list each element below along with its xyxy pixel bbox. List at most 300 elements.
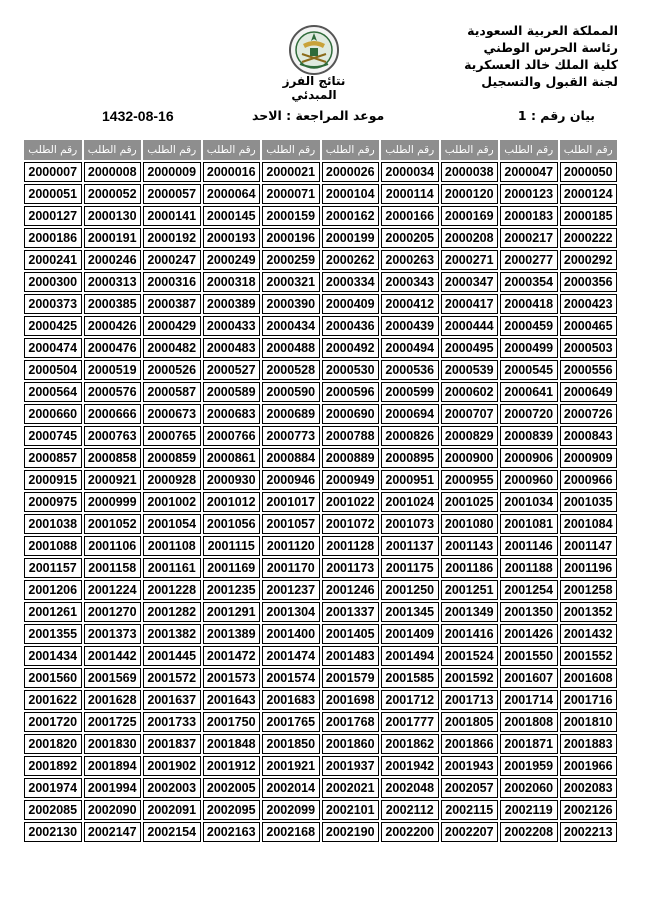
application-number-cell: 2000249	[203, 250, 261, 270]
application-number-cell: 2000021	[262, 162, 320, 182]
application-number-cell: 2001012	[203, 492, 261, 512]
application-number-cell: 2000909	[560, 448, 618, 468]
application-number-cell: 2001057	[262, 514, 320, 534]
column-header: رقم الطلب	[560, 140, 618, 160]
table-row	[24, 580, 617, 600]
application-number-cell: 2001573	[203, 668, 261, 688]
application-number-cell: 2001054	[143, 514, 201, 534]
application-number-cell: 2002005	[203, 778, 261, 798]
application-number-cell: 2000387	[143, 294, 201, 314]
application-number-cell: 2002083	[560, 778, 618, 798]
column-header: رقم الطلب	[203, 140, 261, 160]
application-number-cell: 2000064	[203, 184, 261, 204]
header-line-presidency: رئاسة الحرس الوطني	[483, 40, 618, 55]
application-number-cell: 2000145	[203, 206, 261, 226]
application-number-cell: 2001765	[262, 712, 320, 732]
application-number-cell: 2001698	[322, 690, 380, 710]
application-number-cell: 2000955	[441, 470, 499, 490]
application-number-cell: 2000192	[143, 228, 201, 248]
application-number-cell: 2001810	[560, 712, 618, 732]
application-number-cell: 2001073	[381, 514, 439, 534]
document-date: 1432-08-16	[102, 108, 174, 124]
application-number-cell: 2001714	[500, 690, 558, 710]
application-number-cell: 2000556	[560, 360, 618, 380]
application-number-cell: 2001035	[560, 492, 618, 512]
application-number-cell: 2000123	[500, 184, 558, 204]
application-number-cell: 2001261	[24, 602, 82, 622]
application-number-cell: 2000519	[84, 360, 142, 380]
statement-number: بيان رقم : 1	[517, 108, 595, 123]
application-number-cell: 2001943	[441, 756, 499, 776]
application-number-cell: 2000433	[203, 316, 261, 336]
application-number-cell: 2001608	[560, 668, 618, 688]
application-number-cell: 2001777	[381, 712, 439, 732]
table-row	[24, 316, 617, 336]
application-number-cell: 2001560	[24, 668, 82, 688]
application-number-cell: 2000222	[560, 228, 618, 248]
application-number-cell: 2000946	[262, 470, 320, 490]
application-number-cell: 2000975	[24, 492, 82, 512]
application-number-cell: 2000641	[500, 382, 558, 402]
institution-header	[464, 22, 618, 90]
application-number-cell: 2001921	[262, 756, 320, 776]
table-row	[24, 756, 617, 776]
application-number-cell: 2000141	[143, 206, 201, 226]
column-header: رقم الطلب	[441, 140, 499, 160]
column-header: رقم الطلب	[24, 140, 82, 160]
table-row	[24, 822, 617, 842]
application-number-cell: 2001942	[381, 756, 439, 776]
application-number-cell: 2001196	[560, 558, 618, 578]
application-number-cell: 2001389	[203, 624, 261, 644]
application-number-cell: 2001345	[381, 602, 439, 622]
application-number-cell: 2001902	[143, 756, 201, 776]
column-header: رقم الطلب	[262, 140, 320, 160]
application-number-cell: 2001373	[84, 624, 142, 644]
application-number-cell: 2000186	[24, 228, 82, 248]
application-number-cell: 2001866	[441, 734, 499, 754]
application-number-cell: 2002207	[441, 822, 499, 842]
application-number-cell: 2001382	[143, 624, 201, 644]
application-number-cell: 2001733	[143, 712, 201, 732]
application-number-cell: 2000385	[84, 294, 142, 314]
application-number-cell: 2001088	[24, 536, 82, 556]
application-number-cell: 2000694	[381, 404, 439, 424]
application-number-cell: 2001137	[381, 536, 439, 556]
application-number-cell: 2001592	[441, 668, 499, 688]
application-number-cell: 2001579	[322, 668, 380, 688]
column-header: رقم الطلب	[322, 140, 380, 160]
application-number-cell: 2000436	[322, 316, 380, 336]
application-number-cell: 2000504	[24, 360, 82, 380]
application-number-cell: 2001038	[24, 514, 82, 534]
application-number-cell: 2001808	[500, 712, 558, 732]
application-number-cell: 2000951	[381, 470, 439, 490]
application-number-cell: 2002003	[143, 778, 201, 798]
application-number-cell: 2001235	[203, 580, 261, 600]
application-number-cell: 2001157	[24, 558, 82, 578]
application-number-cell: 2001304	[262, 602, 320, 622]
table-row	[24, 734, 617, 754]
application-number-cell: 2000884	[262, 448, 320, 468]
application-number-cell: 2001169	[203, 558, 261, 578]
application-number-cell: 2000193	[203, 228, 261, 248]
application-number-cell: 2002112	[381, 800, 439, 820]
application-number-cell: 2000999	[84, 492, 142, 512]
application-number-cell: 2000412	[381, 294, 439, 314]
application-number-cell: 2001282	[143, 602, 201, 622]
application-number-cell: 2002048	[381, 778, 439, 798]
application-number-cell: 2000839	[500, 426, 558, 446]
application-number-cell: 2000488	[262, 338, 320, 358]
application-number-cell: 2000861	[203, 448, 261, 468]
application-number-cell: 2001442	[84, 646, 142, 666]
application-number-cell: 2001716	[560, 690, 618, 710]
application-number-cell: 2001158	[84, 558, 142, 578]
application-number-cell: 2001022	[322, 492, 380, 512]
application-number-cell: 2002190	[322, 822, 380, 842]
application-number-cell: 2000057	[143, 184, 201, 204]
application-number-cell: 2000707	[441, 404, 499, 424]
application-number-cell: 2001188	[500, 558, 558, 578]
application-number-cell: 2001337	[322, 602, 380, 622]
application-number-cell: 2000051	[24, 184, 82, 204]
application-number-cell: 2000666	[84, 404, 142, 424]
table-row	[24, 624, 617, 644]
application-number-cell: 2000246	[84, 250, 142, 270]
application-number-cell: 2000205	[381, 228, 439, 248]
application-number-cell: 2000426	[84, 316, 142, 336]
application-number-cell: 2000536	[381, 360, 439, 380]
application-number-cell: 2001258	[560, 580, 618, 600]
application-number-cell: 2000390	[262, 294, 320, 314]
column-header: رقم الطلب	[84, 140, 142, 160]
application-number-cell: 2000114	[381, 184, 439, 204]
application-number-cell: 2000159	[262, 206, 320, 226]
application-number-cell: 2000417	[441, 294, 499, 314]
emblem-caption: نتائج الفرز المبدئي	[282, 74, 346, 102]
application-number-cell: 2000318	[203, 272, 261, 292]
application-number-cell: 2000530	[322, 360, 380, 380]
application-number-cell: 2001081	[500, 514, 558, 534]
application-number-cell: 2000763	[84, 426, 142, 446]
application-number-cell: 2000104	[322, 184, 380, 204]
application-number-cell: 2001173	[322, 558, 380, 578]
application-number-cell: 2000124	[560, 184, 618, 204]
application-number-cell: 2000465	[560, 316, 618, 336]
application-number-cell: 2000900	[441, 448, 499, 468]
table-row	[24, 668, 617, 688]
application-number-cell: 2000313	[84, 272, 142, 292]
application-number-cell: 2000263	[381, 250, 439, 270]
application-number-cell: 2001237	[262, 580, 320, 600]
application-number-cell: 2002208	[500, 822, 558, 842]
application-number-cell: 2000185	[560, 206, 618, 226]
application-number-cell: 2000169	[441, 206, 499, 226]
table-row	[24, 448, 617, 468]
application-number-cell: 2000602	[441, 382, 499, 402]
table-row	[24, 206, 617, 226]
application-number-cell: 2000423	[560, 294, 618, 314]
application-number-cell: 2000826	[381, 426, 439, 446]
application-number-cell: 2001494	[381, 646, 439, 666]
application-number-cell: 2002163	[203, 822, 261, 842]
national-guard-emblem-icon	[288, 24, 340, 76]
application-number-cell: 2001552	[560, 646, 618, 666]
application-number-cell: 2000499	[500, 338, 558, 358]
application-number-cell: 2001052	[84, 514, 142, 534]
application-number-cell: 2002130	[24, 822, 82, 842]
application-number-cell: 2002090	[84, 800, 142, 820]
application-number-cell: 2001830	[84, 734, 142, 754]
application-number-cell: 2000599	[381, 382, 439, 402]
application-number-cell: 2000439	[381, 316, 439, 336]
application-number-cell: 2000660	[24, 404, 82, 424]
application-number-cell: 2001720	[24, 712, 82, 732]
table-row	[24, 426, 617, 446]
application-number-cell: 2000773	[262, 426, 320, 446]
application-number-cell: 2001080	[441, 514, 499, 534]
column-header: رقم الطلب	[381, 140, 439, 160]
application-number-cell: 2001974	[24, 778, 82, 798]
application-number-cell: 2000859	[143, 448, 201, 468]
application-number-cell: 2001959	[500, 756, 558, 776]
application-number-cell: 2000492	[322, 338, 380, 358]
application-number-cell: 2001637	[143, 690, 201, 710]
table-row	[24, 184, 617, 204]
table-row	[24, 514, 617, 534]
application-number-cell: 2000690	[322, 404, 380, 424]
application-number-cell: 2001350	[500, 602, 558, 622]
application-number-cell: 2000895	[381, 448, 439, 468]
application-number-cell: 2001883	[560, 734, 618, 754]
application-number-cell: 2001713	[441, 690, 499, 710]
table-row	[24, 228, 617, 248]
application-number-cell: 2001871	[500, 734, 558, 754]
application-number-cell: 2001400	[262, 624, 320, 644]
application-number-cell: 2000008	[84, 162, 142, 182]
application-number-cell: 2000476	[84, 338, 142, 358]
application-number-cell: 2001409	[381, 624, 439, 644]
table-row	[24, 470, 617, 490]
application-number-cell: 2000343	[381, 272, 439, 292]
application-number-cell: 2001683	[262, 690, 320, 710]
application-number-cell: 2000373	[24, 294, 82, 314]
application-number-cell: 2002200	[381, 822, 439, 842]
application-number-cell: 2000766	[203, 426, 261, 446]
application-number-cell: 2000199	[322, 228, 380, 248]
application-number-cell: 2000649	[560, 382, 618, 402]
application-number-cell: 2000829	[441, 426, 499, 446]
application-number-cell: 2001349	[441, 602, 499, 622]
application-number-cell: 2000356	[560, 272, 618, 292]
application-number-cell: 2001246	[322, 580, 380, 600]
application-number-cell: 2001894	[84, 756, 142, 776]
application-number-cell: 2000016	[203, 162, 261, 182]
application-number-cell: 2001862	[381, 734, 439, 754]
application-number-cell: 2000409	[322, 294, 380, 314]
application-number-cell: 2002101	[322, 800, 380, 820]
application-number-cell: 2001254	[500, 580, 558, 600]
application-number-cell: 2000130	[84, 206, 142, 226]
application-number-cell: 2001416	[441, 624, 499, 644]
application-number-cell: 2001120	[262, 536, 320, 556]
application-number-cell: 2000589	[203, 382, 261, 402]
application-number-cell: 2000162	[322, 206, 380, 226]
review-day: موعد المراجعة : الاحد	[252, 108, 385, 123]
application-number-cell: 2000596	[322, 382, 380, 402]
application-number-cell: 2002119	[500, 800, 558, 820]
table-row	[24, 404, 617, 424]
application-number-cell: 2001025	[441, 492, 499, 512]
application-number-cell: 2001146	[500, 536, 558, 556]
application-number-cell: 2001607	[500, 668, 558, 688]
table-row	[24, 162, 617, 182]
application-number-cell: 2001143	[441, 536, 499, 556]
application-number-cell: 2002091	[143, 800, 201, 820]
application-number-cell: 2000389	[203, 294, 261, 314]
application-number-cell: 2000444	[441, 316, 499, 336]
application-number-cell: 2001860	[322, 734, 380, 754]
application-number-cell: 2001056	[203, 514, 261, 534]
application-number-cell: 2000921	[84, 470, 142, 490]
application-number-cell: 2000026	[322, 162, 380, 182]
application-number-cell: 2001147	[560, 536, 618, 556]
application-number-cell: 2001850	[262, 734, 320, 754]
application-number-cell: 2001820	[24, 734, 82, 754]
application-number-cell: 2000425	[24, 316, 82, 336]
application-number-cell: 2000495	[441, 338, 499, 358]
application-number-cell: 2000208	[441, 228, 499, 248]
application-number-cell: 2000166	[381, 206, 439, 226]
application-number-cell: 2001355	[24, 624, 82, 644]
application-number-cell: 2001352	[560, 602, 618, 622]
application-number-cell: 2001643	[203, 690, 261, 710]
application-number-cell: 2000494	[381, 338, 439, 358]
application-number-cell: 2001434	[24, 646, 82, 666]
application-number-cell: 2000587	[143, 382, 201, 402]
application-number-cell: 2001072	[322, 514, 380, 534]
application-number-cell: 2000930	[203, 470, 261, 490]
application-number-cell: 2000347	[441, 272, 499, 292]
application-number-cell: 2001768	[322, 712, 380, 732]
application-number-cell: 2001750	[203, 712, 261, 732]
application-number-cell: 2000217	[500, 228, 558, 248]
application-number-cell: 2000300	[24, 272, 82, 292]
table-row	[24, 536, 617, 556]
application-number-cell: 2002147	[84, 822, 142, 842]
application-number-cell: 2002213	[560, 822, 618, 842]
application-number-cell: 2001622	[24, 690, 82, 710]
application-number-cell: 2000503	[560, 338, 618, 358]
application-number-cell: 2001224	[84, 580, 142, 600]
application-number-cell: 2000483	[203, 338, 261, 358]
application-number-cell: 2000576	[84, 382, 142, 402]
header-line-college: كلية الملك خالد العسكرية	[464, 57, 618, 72]
application-number-cell: 2000526	[143, 360, 201, 380]
table-body	[24, 162, 617, 842]
application-number-cell: 2000191	[84, 228, 142, 248]
application-number-cell: 2000858	[84, 448, 142, 468]
application-number-cell: 2000271	[441, 250, 499, 270]
application-number-cell: 2000673	[143, 404, 201, 424]
application-number-cell: 2000906	[500, 448, 558, 468]
application-number-cell: 2001445	[143, 646, 201, 666]
table-row	[24, 360, 617, 380]
application-number-cell: 2001912	[203, 756, 261, 776]
application-number-cell: 2000720	[500, 404, 558, 424]
application-number-cell: 2002057	[441, 778, 499, 798]
column-header: رقم الطلب	[143, 140, 201, 160]
application-number-cell: 2002060	[500, 778, 558, 798]
application-number-cell: 2000292	[560, 250, 618, 270]
application-number-cell: 2000564	[24, 382, 82, 402]
table-row	[24, 690, 617, 710]
application-number-cell: 2000262	[322, 250, 380, 270]
application-number-cell: 2000539	[441, 360, 499, 380]
table-row	[24, 294, 617, 314]
application-number-cell: 2001474	[262, 646, 320, 666]
application-number-cell: 2001175	[381, 558, 439, 578]
application-number-cell: 2000482	[143, 338, 201, 358]
table-row	[24, 800, 617, 820]
application-number-cell: 2000788	[322, 426, 380, 446]
application-number-cell: 2002126	[560, 800, 618, 820]
application-number-cell: 2001270	[84, 602, 142, 622]
application-number-cell: 2000590	[262, 382, 320, 402]
application-number-cell: 2000966	[560, 470, 618, 490]
application-number-cell: 2001712	[381, 690, 439, 710]
application-number-cell: 2001524	[441, 646, 499, 666]
application-number-cell: 2001228	[143, 580, 201, 600]
application-number-cell: 2001161	[143, 558, 201, 578]
application-number-cell: 2001034	[500, 492, 558, 512]
application-number-cell: 2001574	[262, 668, 320, 688]
application-number-cell: 2001432	[560, 624, 618, 644]
application-number-cell: 2000434	[262, 316, 320, 336]
application-number-cell: 2001084	[560, 514, 618, 534]
application-number-cell: 2000277	[500, 250, 558, 270]
application-number-cell: 2001128	[322, 536, 380, 556]
application-number-cell: 2000545	[500, 360, 558, 380]
application-number-cell: 2001024	[381, 492, 439, 512]
application-number-cell: 2002154	[143, 822, 201, 842]
application-number-cell: 2000038	[441, 162, 499, 182]
application-number-cell: 2000459	[500, 316, 558, 336]
application-number-cell: 2000247	[143, 250, 201, 270]
application-number-cell: 2000528	[262, 360, 320, 380]
application-number-cell: 2002085	[24, 800, 82, 820]
table-row	[24, 646, 617, 666]
application-number-cell: 2001483	[322, 646, 380, 666]
application-number-cell: 2001550	[500, 646, 558, 666]
table-row	[24, 712, 617, 732]
application-number-cell: 2002014	[262, 778, 320, 798]
application-number-cell: 2001569	[84, 668, 142, 688]
application-number-cell: 2000726	[560, 404, 618, 424]
application-number-cell: 2000683	[203, 404, 261, 424]
application-number-cell: 2002099	[262, 800, 320, 820]
application-number-cell: 2001186	[441, 558, 499, 578]
table-row	[24, 558, 617, 578]
application-number-cell: 2001472	[203, 646, 261, 666]
application-number-cell: 2000052	[84, 184, 142, 204]
application-number-cell: 2001115	[203, 536, 261, 556]
application-number-cell: 2000047	[500, 162, 558, 182]
application-number-cell: 2000050	[560, 162, 618, 182]
application-number-cell: 2000241	[24, 250, 82, 270]
application-number-cell: 2000418	[500, 294, 558, 314]
